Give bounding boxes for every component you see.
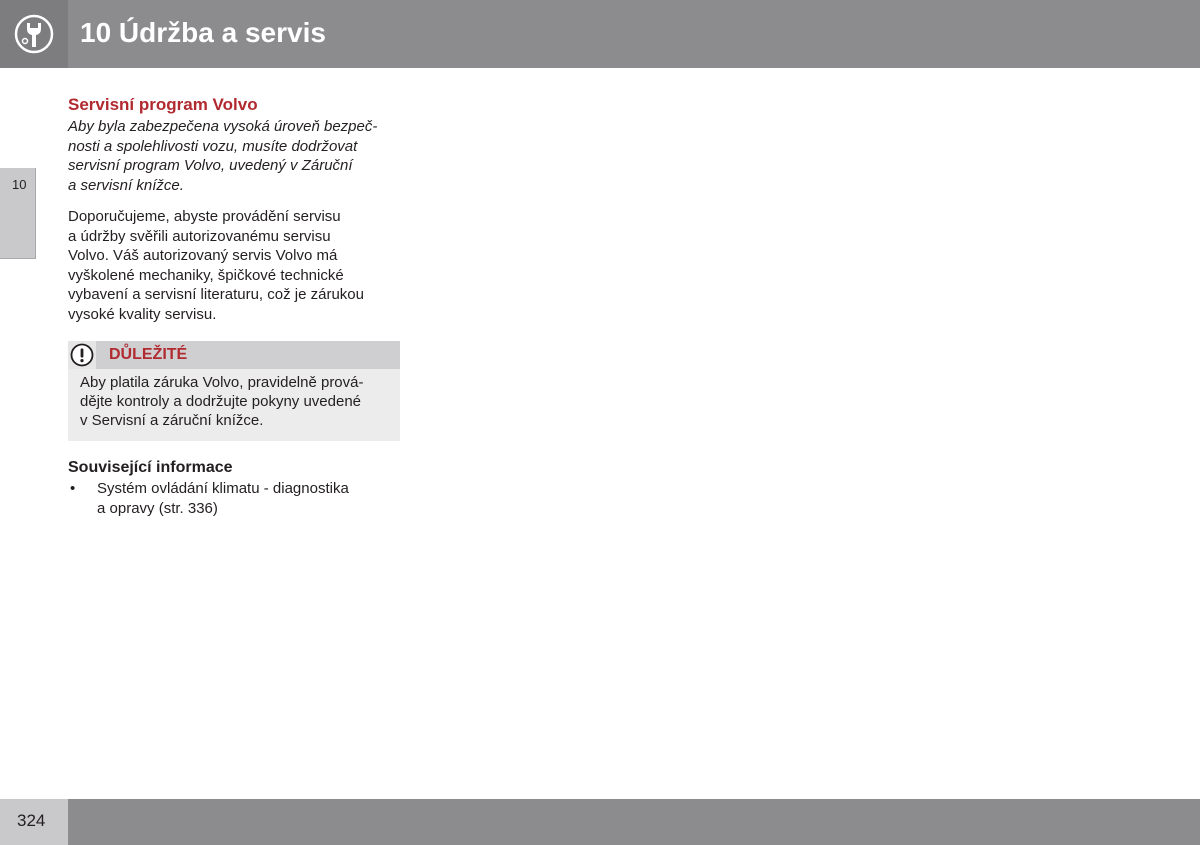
page-number-box: [0, 799, 68, 845]
wrench-circle-icon: [14, 14, 54, 54]
chapter-side-tab: [0, 168, 36, 259]
related-info-link[interactable]: [68, 479, 400, 518]
related-info-list: [68, 479, 400, 518]
important-text: [68, 369, 400, 441]
intro-line: a servisní knížce.: [68, 176, 184, 194]
body-paragraph: [68, 207, 400, 324]
important-line: Aby platila záruka Volvo, pravidelně prová-: [80, 374, 364, 391]
important-line: dějte kontroly a dodržujte pokyny uvedené: [80, 393, 362, 410]
chapter-title: 10 Údržba a servis: [80, 17, 326, 48]
intro-paragraph: [68, 117, 400, 195]
section-title: Servisní program Volvo: [68, 95, 258, 114]
bullet-icon: •: [70, 480, 76, 497]
related-link-line: Systém ovládání klimatu - diagnostika: [97, 480, 349, 497]
chapter-header: [0, 0, 1200, 68]
page-footer: [0, 799, 1200, 845]
body-line: Doporučujeme, abyste provádění servisu: [68, 208, 341, 225]
body-line: a údržby svěřili autorizovanému servisu: [68, 227, 331, 245]
related-info-title: Související informace: [68, 459, 233, 476]
important-header: [68, 341, 400, 369]
important-icon-box: [68, 341, 96, 369]
page-number: 324: [17, 811, 46, 830]
main-column: [68, 94, 400, 518]
body-line: vyškolené mechaniky, špičkové technické: [68, 266, 344, 284]
chapter-icon-box: [0, 0, 68, 68]
side-tab-label: 10: [12, 177, 27, 192]
intro-line: Aby byla zabezpečena vysoká úroveň bezpeč-: [68, 118, 378, 135]
body-line: vysoké kvality servisu.: [68, 305, 217, 323]
related-link-line: a opravy (str. 336): [97, 499, 218, 517]
important-notice: [68, 341, 400, 441]
body-line: Volvo. Váš autorizovaný servis Volvo má: [68, 247, 338, 264]
intro-line: servisní program Volvo, uvedený v Záruční: [68, 157, 353, 174]
important-label: DŮLEŽITÉ: [109, 346, 188, 363]
body-line: vybavení a servisní literaturu, což je zárukou: [68, 286, 364, 303]
important-line: v Servisní a záruční knížce.: [80, 412, 264, 429]
exclamation-circle-icon: [70, 343, 94, 367]
intro-line: nosti a spolehlivosti vozu, musíte dodržovat: [68, 137, 358, 155]
